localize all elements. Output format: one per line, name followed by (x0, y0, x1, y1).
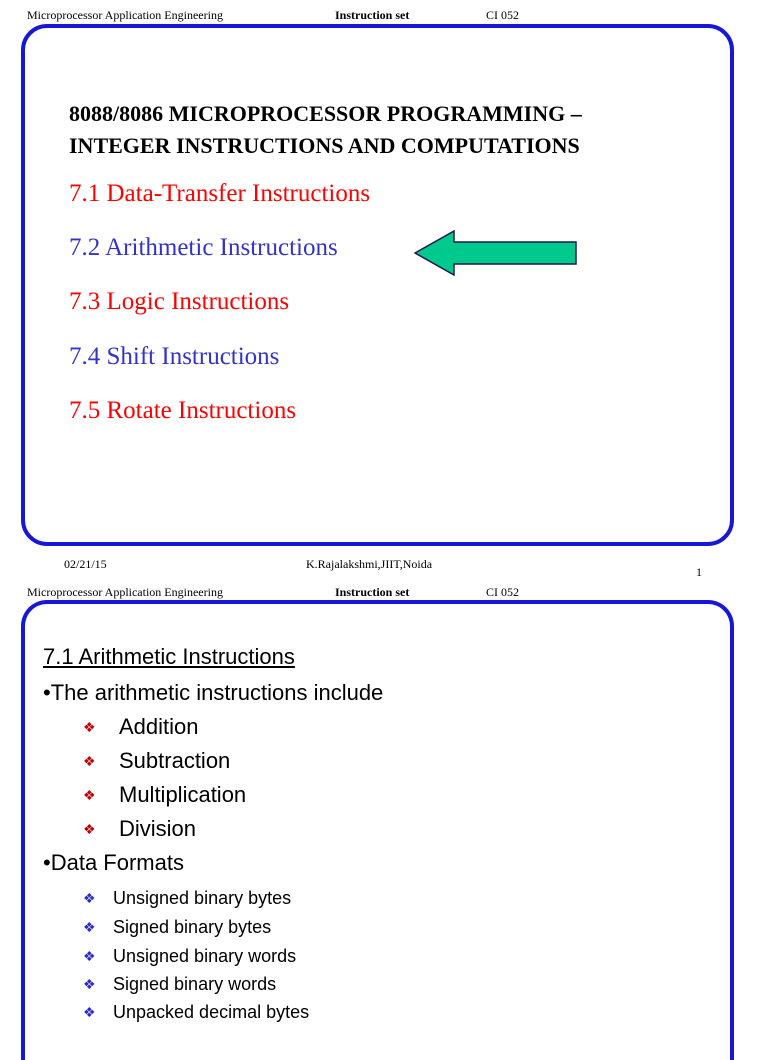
list-item (83, 748, 230, 774)
course-code: CI 052 (486, 585, 519, 599)
list-item (83, 946, 296, 967)
diamond-bullet-icon: ❖ (83, 786, 96, 803)
page-number: 1 (696, 565, 702, 579)
op-addition: Addition (119, 714, 199, 739)
topic-title: Instruction set (335, 585, 410, 599)
toc-item-logic: 7.3 Logic Instructions (69, 288, 290, 315)
slide-1 (21, 24, 734, 546)
toc-item-arithmetic: 7.2 Arithmetic Instructions (69, 234, 338, 261)
course-title: Microprocessor Application Engineering (27, 585, 223, 599)
footer-author: K.Rajalakshmi,JIIT,Noida (306, 557, 433, 571)
toc-item-data-transfer: 7.1 Data-Transfer Instructions (69, 180, 371, 207)
format-item: Unsigned binary bytes (113, 888, 292, 908)
toc-item-rotate: 7.5 Rotate Instructions (69, 397, 297, 424)
diamond-bullet-icon: ❖ (83, 976, 96, 992)
intro-line: •The arithmetic instructions include (43, 680, 384, 705)
heading-line-1: 8088/8086 MICROPROCESSOR PROGRAMMING – (69, 101, 582, 126)
diamond-bullet-icon: ❖ (83, 1004, 96, 1020)
slide-heading (69, 98, 582, 162)
diamond-bullet-icon: ❖ (83, 718, 96, 735)
diamond-bullet-icon: ❖ (83, 948, 96, 964)
diamond-bullet-icon: ❖ (83, 890, 96, 906)
op-multiplication: Multiplication (119, 782, 247, 807)
diamond-bullet-icon: ❖ (83, 919, 96, 935)
heading-line-2: INTEGER INSTRUCTIONS AND COMPUTATIONS (69, 133, 580, 158)
diamond-bullet-icon: ❖ (83, 820, 96, 837)
list-item (83, 917, 271, 938)
diamond-bullet-icon: ❖ (83, 752, 96, 769)
left-arrow-icon (414, 230, 578, 276)
footer-date: 02/21/15 (64, 557, 107, 571)
list-item (83, 1002, 309, 1023)
list-item (83, 974, 276, 995)
list-item (83, 714, 199, 740)
course-code: CI 052 (486, 8, 519, 22)
list-item (83, 888, 291, 909)
topic-title: Instruction set (335, 8, 410, 22)
list-item (83, 816, 196, 842)
slide-2 (21, 600, 734, 1060)
format-item: Unsigned binary words (113, 946, 297, 966)
toc-item-shift: 7.4 Shift Instructions (69, 343, 280, 370)
op-division: Division (119, 816, 197, 841)
list-item (83, 782, 246, 808)
formats-heading: •Data Formats (43, 850, 184, 875)
op-subtraction: Subtraction (119, 748, 231, 773)
format-item: Signed binary bytes (113, 917, 272, 937)
slide-2-title: 7.1 Arithmetic Instructions (43, 644, 295, 669)
page-header (0, 8, 768, 24)
course-title: Microprocessor Application Engineering (27, 8, 223, 22)
format-item: Unpacked decimal bytes (113, 1002, 310, 1022)
page-header-2 (0, 585, 768, 601)
format-item: Signed binary words (113, 974, 277, 994)
